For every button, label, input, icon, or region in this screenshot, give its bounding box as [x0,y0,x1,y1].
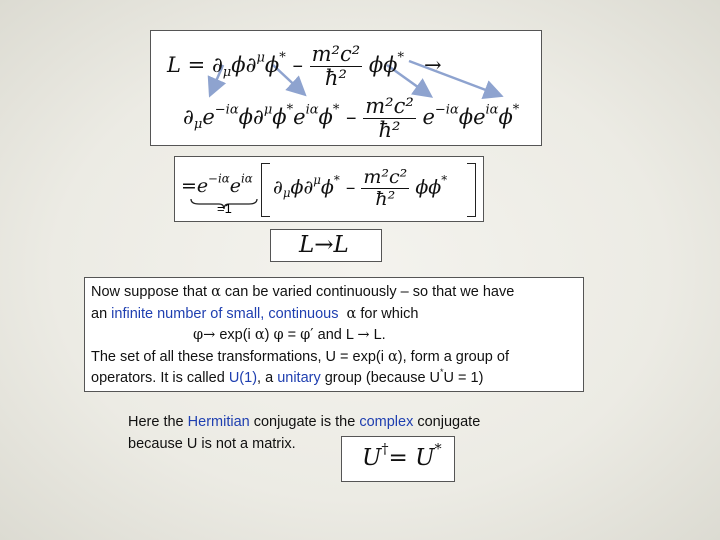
para-line-2: an infinite number of small, continuous α for which [91,305,419,322]
frac-mc-hbar-3: $\frac{\text{m²c²}}{\text{ħ²}}$ [363,166,408,210]
eq1-bottom-line: $\partial_\mu e^{-i\alpha}\phi\partial^\mu\phi^*e^{i\alpha}\phi^*$ – $\frac{\text{m²c²}}{\text{ħ²}}$ $e^{-i\alpha}\phi e^{i\alpha}\phi^*$ [183,94,520,143]
dagger-equation-box [341,436,455,482]
eq1-top-line: $L = \partial_\mu\phi\partial^\mu\phi^*$ – $\frac{\text{m²c²}}{\text{ħ²}}$ ϕϕ* → [167,42,442,91]
factored-equation-box [174,156,484,222]
lagrangian-equation-box [150,30,542,146]
invariance-box [270,229,382,262]
L-to-L: L→L [299,232,349,258]
bracket-right [467,163,476,217]
para-line-5: operators. It is called U(1), a unitary group (because U*U = 1) [91,366,484,386]
para-line-3: φ→ exp(i α) φ = φ′ and L → L. [193,327,386,343]
note-line-1: Here the Hermitian conjugate is the complex conjugate [128,414,481,430]
eq2-prefix: $=e^{-i\alpha}e^{i\alpha}$ [181,171,253,197]
underbrace-label: =1 [217,201,232,216]
explanation-box [84,277,584,392]
note-line-2: because U is not a matrix. [128,435,296,452]
frac-mc-hbar-2: $\frac{\text{m²c²}}{\text{ħ²}}$ [365,94,414,143]
para-line-4: The set of all these transformations, U = exp(i α), form a group of [91,348,509,365]
frac-mc-hbar-1: $\frac{\text{m²c²}}{\text{ħ²}}$ [311,42,361,91]
bracket-left [261,163,270,217]
U-dagger-equals-U-star: U†= U* [362,441,442,471]
para-line-1: Now suppose that α can be varied continuously – so that we have [91,284,515,300]
eq2-bracket-content: $\partial_\mu\phi\partial^\mu\phi^*$ – $\frac{\text{m²c²}}{\text{ħ²}}$ ϕϕ* [273,166,448,210]
